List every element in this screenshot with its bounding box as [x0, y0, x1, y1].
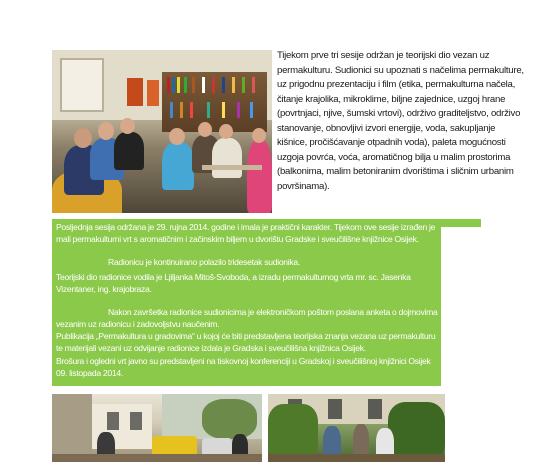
info-paragraph: Publikacija „Permakultura u gradovima“ u kojoj će biti predstavljena teorijska znanja vezana uz permakulturu te materijali vezani uz odvijanje radionice izdala je Gradska i sveučilišna knjižnica Osijek. [56, 331, 436, 353]
info-paragraph: Teorijski dio radionice vodila je Ljiljanka Mitoš-Svoboda, a izradu permakulturnog vrta mr. sc. Jasenka Vizentaner, ing. krajobraza. [56, 272, 411, 294]
info-paragraph: Posljednja sesija održana je 29. rujna 2014. godine i imala je praktični karakter. Tijekom ove sesije izrađen je mali permakulturni vrt s aromatičnim i začinskim biljem u dvorištu Gradske i sveučilišne knjižnice Osijek. [56, 222, 436, 244]
workshop-photo [52, 50, 272, 213]
info-paragraph: Radionicu je kontinuirano polazilo tridesetak sudionika. [108, 257, 300, 267]
garden-photo-left [52, 394, 262, 462]
info-box-tab [441, 219, 481, 227]
garden-photo-right [268, 394, 445, 462]
intro-paragraph: Tijekom prve tri sesije održan je teorijski dio vezan uz permakulturu. Sudionici su upoznati s načelima permakulture, uz prigodnu prezentaciju i film (etika, permakulturna načela, čitanje krajolika, mikroklime, biljne zajednice, uzgoj hrane (povrtnjaci, njive, šumski vrtovi), održivo graditeljstvo, održivo stanovanje, obnovljivi izvori energije, voda, sakupljanje kišnice, pročišćavanje otpadnih voda), paleta mogućnosti uzgoja povrća, voća, aromatičnog bilja u malim prostorima (balkonima, malim betoniranim dvorištima i sličnim urbanim površinama). [277, 50, 524, 192]
photo-bookshelf [162, 72, 267, 132]
info-paragraph: Brošura i ogledni vrt javno su predstavljeni na tiskovnoj konferenciji u Gradskoj i sveučilišnoj knjižnici Osijek 09. listopada 2014. [56, 356, 431, 378]
info-paragraph: Nakon završetka radionice sudionicima je elektroničkom poštom poslana anketa o dojmovima vezanim uz radionicu i zadovoljstvu naučenim. [56, 307, 438, 329]
photo-poster [127, 78, 143, 106]
photo-window [60, 58, 104, 112]
photo-poster [147, 80, 159, 106]
info-box [52, 219, 441, 386]
